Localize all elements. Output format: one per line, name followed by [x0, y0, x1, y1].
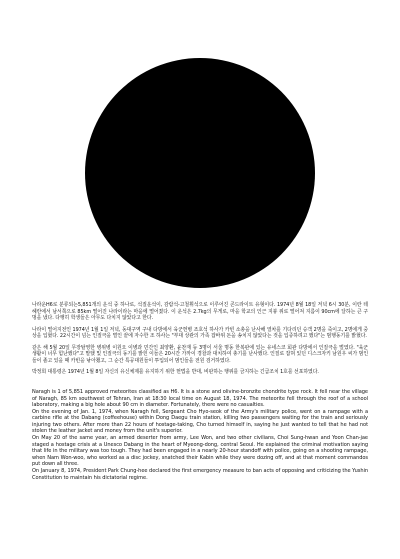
black-circle: [85, 58, 315, 288]
korean-paragraph-3: 같은 해 5월 20일 무장탈영한 병위병 이원오 이병과 민간인 최양환, 윤찬재 등 3명이 서울 명동 한복판에 있는 유네스코 회관 다방에서 인질극을 벌였다. "육군 생활이 너무 힘난했다"고 말했 및 인질극의 동기를 밝힌 이들은 20시간 가까이 경찰과 대치하여 총기를 난사했다. 인질로 잡혀 있던 디스크자키 남원우 씨가 범인들이 졸고 있을 때 카빈을 낚아챘고, 그 순간 특공대원들이 투입되어 범인들을 전원 검거하였다.: [32, 344, 368, 364]
text-block: [32, 302, 368, 481]
english-paragraph-4: On January 8, 1974, President Park Chung-hee declared the first emergency measure to ban acts of opposing and criticizing the Yushin Constitution to maintain his dictatorial regime.: [32, 468, 368, 481]
english-paragraph-2: On the evening of Jan. 1, 1974, when Naragh fell, Sergeant Cho Hyo-seok of the Army's military police, went on a rampage with a carbine rifle at the Dabang (coffeehouse) within Dong Daegu train station, killing two passengers waiting for the train and seriously injuring two others. After more than 22 hours of hostage-taking, Cho turned himself in, saying he just wanted to tell that he had not stolen the leather jacket and money from the unit's superior.: [32, 408, 368, 435]
english-paragraph-1: Naragh is 1 of 5,851 approved meteorites classified as H6. It is a stone and olivine-bronzite chondrite type rock. It fell near the village of Naragh, 85 km southwest of Tehran, Iran at 18:30 local time on August 18, 1974. The meteorite fell through the roof of a school laboratory, making a big hole about 90 cm in diameter. Fortunately, there were no casualties.: [32, 388, 368, 409]
korean-paragraph-2: 나라이 떨어지전인 1974년 1월 1일 저녁, 동대구역 구내 다방에서 육군헌병 조호석 하사가 카빈 소총을 난사해 열차를 기다리던 승객 2명을 죽이고, 2명에게 중상을 입혔다. 22시간이 넘는 인질극을 벌인 끝에 자수한 조 하사는 "부대 상관의 가족 잡바위 돈을 송치지 않았다는 것을 입증하려고 했다"는 범행동기를 밝혔다.: [32, 326, 368, 340]
english-paragraph-3: On May 20 of the same year, an armed deserter from army, Lee Won, and two other civilians, Choi Sung-hwan and Yoon Chan-jae staged a hostage crisis at a Unesco Dabang in the heart of Myeong-dong, central Seoul. He explained the criminal motivation saying that life in the military was too tough. They had been engaged in a nearly 20-hour standoff with police, going on a shooting rampage, when Nam Won-woo, who worked as a disc jockey, snatched their Kabin while they were dozing off, and at that moment commandos put down all three.: [32, 435, 368, 468]
korean-paragraph-4: 박정희 대통령은 1974년 1월 8일 자신의 유신체제를 유지하기 위한 헌법을 반대, 비판하는 행위를 금지하는 긴급조치 1호를 선포하였다.: [32, 369, 319, 376]
korean-paragraph-1: 나라운H6로 분류되는5,851개의 운석 중 하나로, 석질운석이, 감람석-고철휘석으로 이루어진 콘드라이트 유형이다. 1974년 8월 18일 저녁 6시 30분, 이란 테헤란에서 남서쪽으로 85km 떨어진 나라이라는 마을에 떨어졌다. 이 운석은 2.7kg의 무게로, 마을 학교의 인근 지붕 위로 떨어져 지름이 90cm에 달하는 큰 구멍을 냈다. 다행히 학생들은 아무도 다치지 않았다고 한다.: [32, 302, 368, 322]
section-gap: [32, 381, 368, 389]
